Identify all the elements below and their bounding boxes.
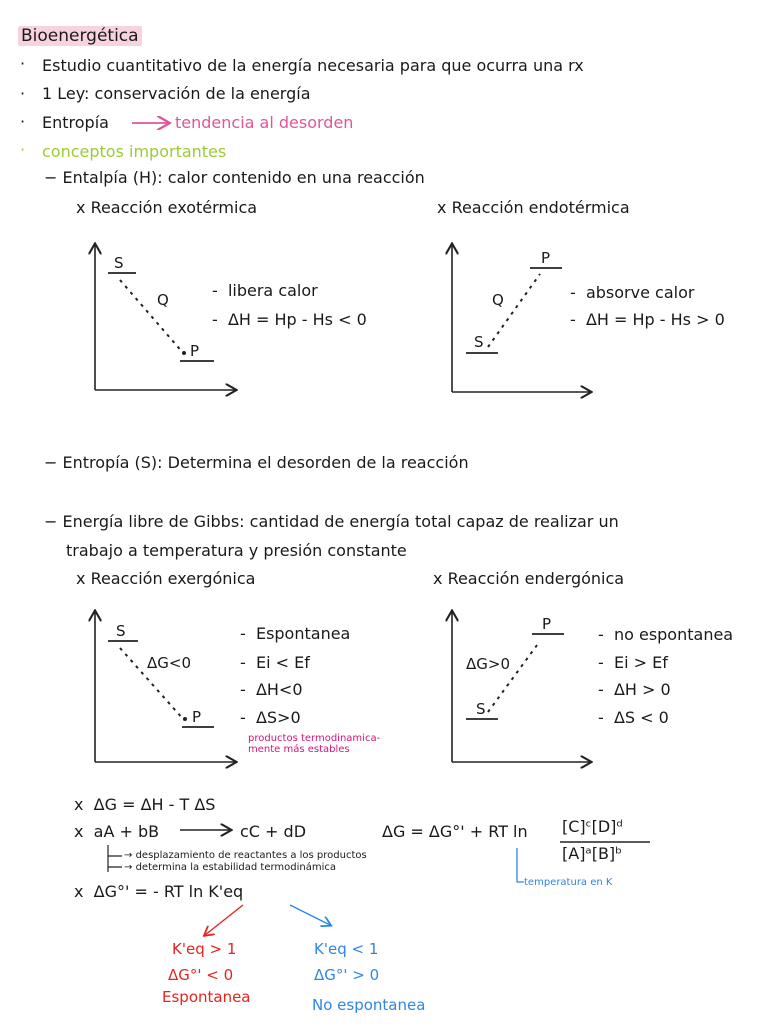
endo-note-2: - ΔH = Hp - Hs > 0 [570,310,725,329]
ender-s-label: S [476,700,486,718]
entalpia-heading: − Entalpía (H): calor contenido en una reacción [44,168,425,187]
exer-sub-note-1: productos termodinamica- [248,733,381,744]
bullet-2: 1 Ley: conservación de la energía [42,84,311,103]
bullet-dot: · [20,54,26,73]
formula-2-eq-left: ΔG = ΔG°' + RT ln [382,822,528,841]
exer-p-label: P [192,708,202,726]
ender-note-4: - ΔS < 0 [598,708,669,727]
exo-s-label: S [114,254,124,272]
gibbs-line-2: trabajo a temperatura y presión constante [66,541,407,560]
exer-title: x Reacción exergónica [76,569,256,588]
bullet-dot: · [20,140,26,159]
formula-2-numerator: [C]ᶜ[D]ᵈ [562,817,623,836]
bullet-3-arrow-text: tendencia al desorden [175,113,354,132]
exer-note-2: - Ei < Ef [240,653,310,672]
exer-note-1: - Espontanea [240,624,351,643]
endo-p-label: P [541,249,551,267]
formula-2-denominator: [A]ᵃ[B]ᵇ [562,844,623,863]
exer-note-4: - ΔS>0 [240,708,301,727]
ender-note-2: - Ei > Ef [598,653,668,672]
gibbs-line-1: − Energía libre de Gibbs: cantidad de energía total capaz de realizar un [44,512,619,531]
note-temperature: temperatura en K [524,877,613,888]
formula-2-left: x aA + bB [74,822,160,841]
blue-arrow [290,905,330,925]
bullet-dot: · [20,112,26,131]
exer-s-label: S [116,622,126,640]
exer-p-dot [183,717,187,721]
ender-title: x Reacción endergónica [433,569,625,588]
note-displacement: → desplazamiento de reactantes a los productos [124,850,367,861]
bullet-1: Estudio cuantitativo de la energía necesaria para que ocurra una rx [42,56,584,75]
formula-2-right: cC + dD [240,822,307,841]
exo-note-2: - ΔH = Hp - Hs < 0 [212,310,367,329]
ender-note-1: - no espontanea [598,625,734,644]
ender-p-label: P [542,615,552,633]
page-title: Bioenergética [18,26,142,46]
exo-p-dot [182,351,186,355]
endo-q-label: Q [492,291,504,309]
bullet-3-label: Entropía [42,113,109,132]
exer-sub-note-2: mente más estables [248,744,350,755]
formula-3: x ΔG°' = - RT ln K'eq [74,882,244,901]
result-right-g: ΔG°' > 0 [314,966,380,984]
note-stability: → determina la estabilidad termodinámica [124,862,337,873]
endo-note-1: - absorve calor [570,283,695,302]
formula-1: x ΔG = ΔH - T ΔS [74,795,216,814]
result-right-k: K'eq < 1 [314,940,379,958]
exo-q-label: Q [157,291,169,309]
red-arrow [205,905,243,935]
result-left-word: Espontanea [162,988,251,1006]
exo-note-1: - libera calor [212,281,318,300]
bullet-dot: · [20,84,26,103]
exer-dg-label: ΔG<0 [147,654,191,672]
ender-note-3: - ΔH > 0 [598,680,671,699]
ender-axes [452,612,590,762]
temperature-pointer [517,848,524,882]
notes-bracket [108,845,122,872]
entropia-line: − Entropía (S): Determina el desorden de la reacción [44,453,469,472]
ender-dg-label: ΔG>0 [466,655,510,673]
result-right-word: No espontanea [312,996,426,1014]
endo-s-label: S [474,333,484,351]
exer-note-3: - ΔH<0 [240,680,303,699]
result-left-g: ΔG°' < 0 [168,966,234,984]
bullet-4: conceptos importantes [42,142,227,161]
exo-p-label: P [190,342,200,360]
result-left-k: K'eq > 1 [172,940,237,958]
exo-title: x Reacción exotérmica [76,198,258,217]
endo-title: x Reacción endotérmica [437,198,630,217]
